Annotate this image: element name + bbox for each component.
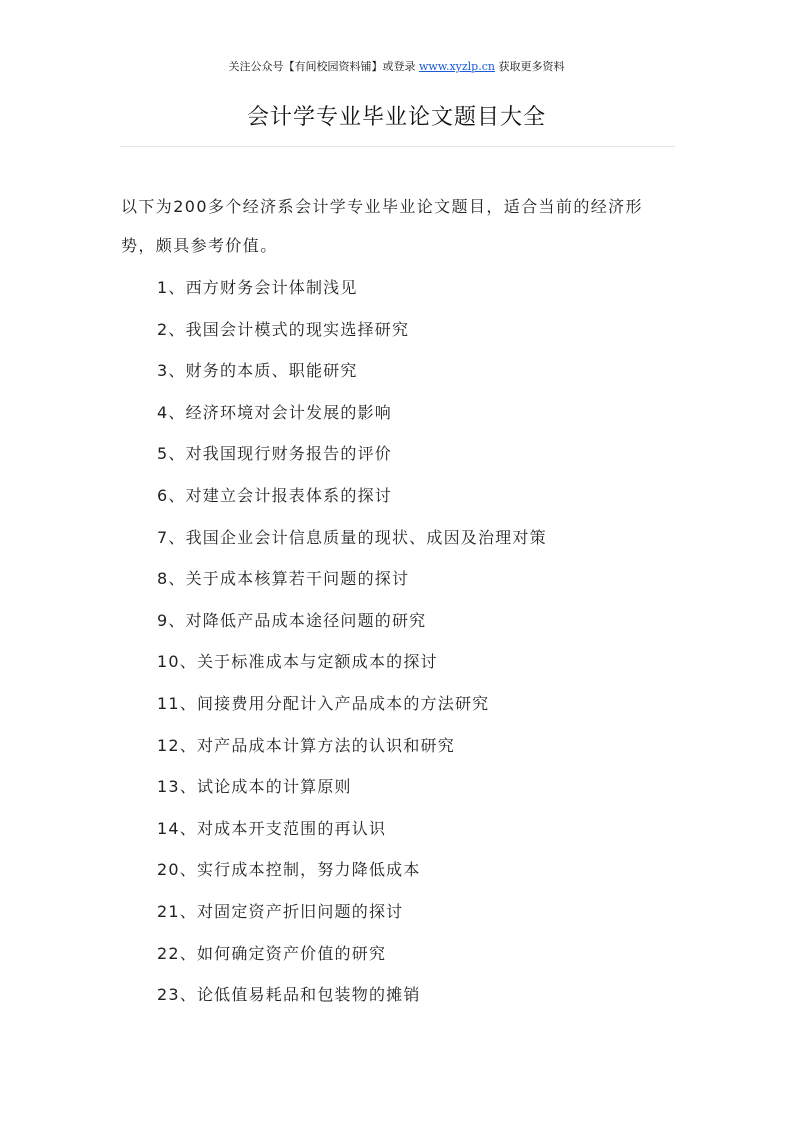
header-note-prefix: 关注公众号【有间校园资料铺】或登录: [228, 60, 416, 73]
topic-item: 4、经济环境对会计发展的影响: [157, 402, 392, 422]
topic-item: 6、对建立会计报表体系的探讨: [157, 485, 392, 505]
topic-item: 7、我国企业会计信息质量的现状、成因及治理对策: [157, 527, 547, 547]
topic-item: 9、对降低产品成本途径问题的研究: [157, 610, 427, 630]
topic-item: 14、对成本开支范围的再认识: [157, 818, 387, 838]
header-note-suffix: 获取更多资料: [498, 60, 565, 73]
intro-paragraph: 以下为200多个经济系会计学专业毕业论文题目，适合当前的经济形势，颇具参考价值。: [121, 197, 643, 255]
topic-item: 22、如何确定资产价值的研究: [157, 943, 387, 963]
topic-item: 5、对我国现行财务报告的评价: [157, 444, 392, 464]
document-title: 会计学专业毕业论文题目大全: [246, 105, 546, 130]
topic-item: 13、试论成本的计算原则: [157, 777, 352, 797]
topic-item: 12、对产品成本计算方法的认识和研究: [157, 735, 455, 755]
topic-item: 1、西方财务会计体制浅见: [157, 278, 358, 297]
topic-item: 11、间接费用分配计入产品成本的方法研究: [157, 693, 490, 713]
topic-item: 8、关于成本核算若干问题的探讨: [157, 569, 410, 589]
website-link[interactable]: www.xyzlp.cn: [419, 60, 495, 73]
topic-item: 23、论低值易耗品和包装物的摊销: [157, 985, 421, 1005]
title-divider: [120, 146, 675, 147]
topic-item: 21、对固定资产折旧问题的探讨: [157, 901, 404, 921]
topic-item: 2、我国会计模式的现实选择研究: [157, 319, 410, 339]
topic-item: 20、实行成本控制，努力降低成本: [157, 860, 421, 880]
header-note: [0, 58, 793, 74]
topic-item: 3、财务的本质、职能研究: [157, 361, 358, 381]
topic-item: 10、关于标准成本与定额成本的探讨: [157, 652, 438, 672]
topic-list: [157, 271, 547, 1020]
